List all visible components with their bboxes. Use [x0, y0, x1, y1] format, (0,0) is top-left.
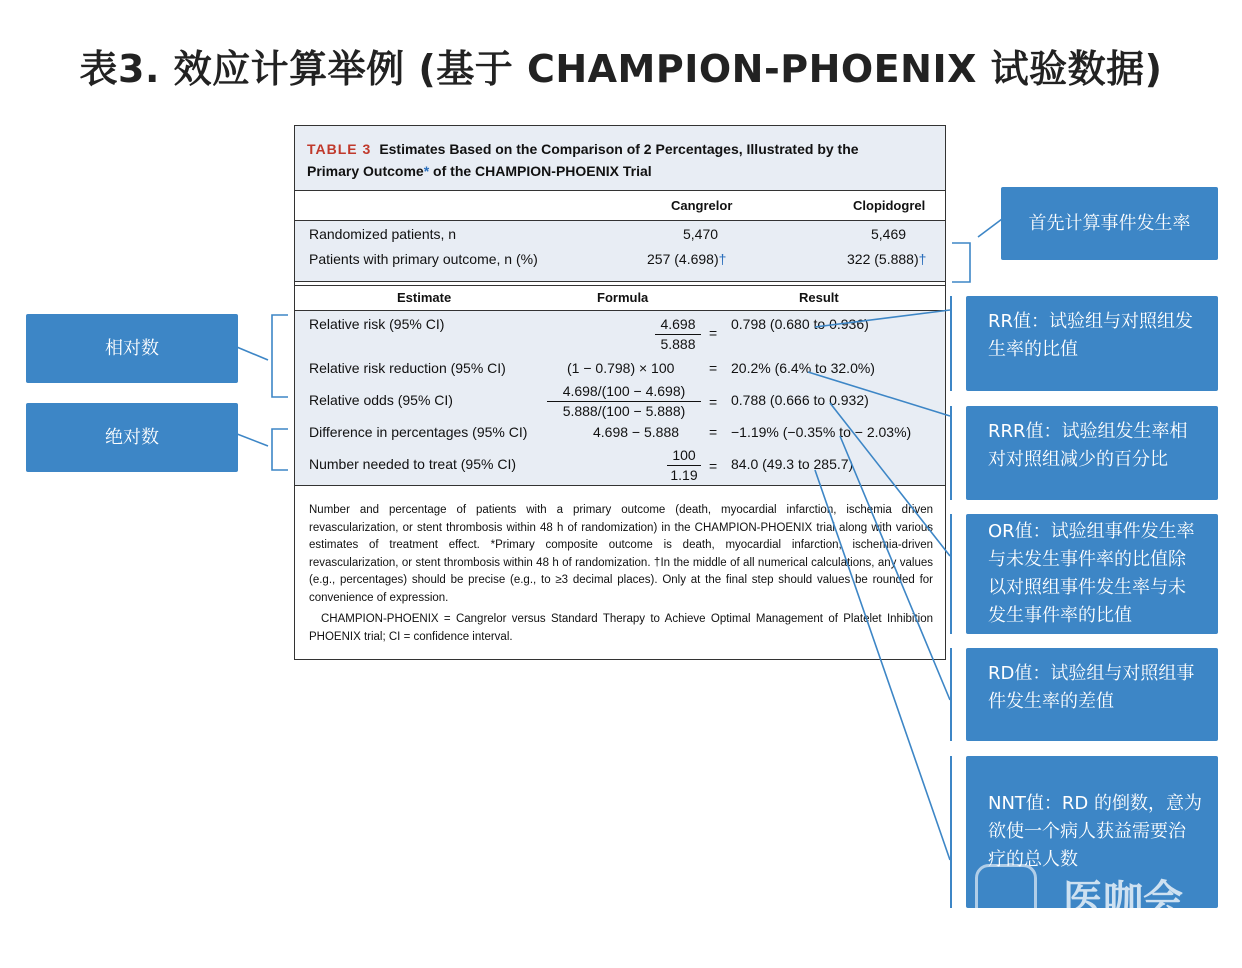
connector-event-rate [978, 213, 1010, 237]
est-rr-result: 0.798 (0.680 to 0.936) [731, 316, 869, 332]
bracket-absolute [272, 429, 288, 470]
watermark-logo-icon [975, 864, 1037, 926]
est-or-formula: $\frac{4.698/(100 - 4.698)}{5.888/(100 - 5.888)}$ [547, 382, 701, 421]
table-title-line2-post: of the CHAMPION-PHOENIX Trial [429, 163, 652, 179]
watermark-text: 医咖会 [1063, 877, 1183, 923]
est-nnt-formula: $\frac{100}{1.19}$ [667, 446, 701, 485]
row-outcome-clopidogrel: 322 (5.888)† [847, 251, 927, 267]
row-randomized-clopidogrel: 5,469 [871, 226, 907, 242]
col-clopidogrel: Clopidogrel [853, 198, 926, 213]
est-nnt-result: 84.0 (49.3 to 285.7) [731, 456, 854, 472]
connector-nnt [815, 470, 950, 860]
connector-absolute [232, 432, 268, 446]
est-rd-formula: 4.698 − 5.888 [593, 424, 680, 440]
watermark [975, 858, 1215, 938]
est-rrr-result: 20.2% (6.4% to 32.0%) [731, 360, 875, 376]
connector-rr [815, 310, 950, 327]
callout-rr: RR值：试验组与对照组发生率的比值 [966, 296, 1218, 391]
callout-rd: RD值：试验组与对照组事件发生率的差值 [966, 648, 1218, 741]
page-title: 表3. 效应计算举例 (基于 CHAMPION-PHOENIX 试验数据) [79, 47, 1163, 91]
est-or-label: Relative odds (95% CI) [309, 392, 453, 408]
row-randomized-cangrelor: 5,470 [683, 226, 719, 242]
est-or-eq: = [709, 394, 718, 410]
est-rrr-formula: (1 − 0.798) × 100 [567, 360, 675, 376]
connector-rd [840, 436, 950, 700]
callout-event-rate: 首先计算事件发生率 [1001, 187, 1218, 260]
est-rr-formula: $\frac{4.698}{5.888}$ [655, 315, 701, 354]
callout-nnt: NNT值：RD 的倒数，意为欲使一个病人获益需要治疗的总人数 [966, 756, 1218, 908]
bracket-relative [272, 315, 288, 397]
est-nnt-eq: = [709, 458, 718, 474]
title-star: * [423, 163, 430, 179]
callout-rrr: RRR值：试验组发生率相对对照组减少的百分比 [966, 406, 1218, 500]
est-rd-result: −1.19% (−0.35% to − 2.03%) [731, 424, 912, 440]
row-randomized-label: Randomized patients, n [309, 226, 457, 242]
callout-or: OR值：试验组事件发生率与未发生事件率的比值除以对照组事件发生率与未发生事件率的比值 [966, 514, 1218, 634]
footnote-abbrev: CHAMPION-PHOENIX = Cangrelor versus Standard Therapy to Achieve Optimal Management of Platelet Inhibition PHOENIX trial; CI = confidence interval. [309, 613, 933, 643]
table-title-line2: Primary Outcome [307, 163, 424, 179]
col-formula: Formula [597, 290, 649, 305]
table-tag: TABLE 3 [307, 141, 372, 157]
col-estimate: Estimate [397, 290, 452, 305]
row-outcome-label: Patients with primary outcome, n (%) [309, 251, 538, 267]
connector-rrr [808, 372, 950, 416]
col-cangrelor: Cangrelor [671, 198, 733, 213]
callout-relative: 相对数 [26, 314, 238, 383]
est-rr-label: Relative risk (95% CI) [309, 316, 445, 332]
est-rrr-eq: = [709, 360, 718, 376]
est-or-result: 0.788 (0.666 to 0.932) [731, 392, 869, 408]
est-rr-eq: = [709, 325, 718, 341]
col-result: Result [799, 290, 839, 305]
row-outcome-cangrelor: 257 (4.698)† [647, 251, 727, 267]
connector-relative [232, 345, 268, 360]
connector-or [830, 403, 950, 556]
table-title: Estimates Based on the Comparison of 2 Percentages, Illustrated by the [379, 141, 859, 157]
callout-absolute: 绝对数 [26, 403, 238, 472]
footnote-main: Number and percentage of patients with a primary outcome (death, myocardial infarction, ischemia driven revascularization, or stent thrombosis within 48 h of randomization) in the CHAMPION-PHOENIX trial along with various estimates of treatment effect. *Primary composite outcome is death, myocardial infarction, ischemia-driven revascularization, or stent thrombosis within 48 h of randomization. †In the middle of all numerical calculations, any values (e.g., percentages) should be precise (e.g., to ≥3 decimal places). Only at the final step should values be rounded for convenience of expression. [309, 504, 933, 604]
est-rrr-label: Relative risk reduction (95% CI) [309, 360, 506, 376]
est-nnt-label: Number needed to treat (95% CI) [309, 456, 516, 472]
bracket-event-rate [952, 243, 970, 282]
est-rd-eq: = [709, 424, 718, 440]
est-rd-label: Difference in percentages (95% CI) [309, 424, 528, 440]
